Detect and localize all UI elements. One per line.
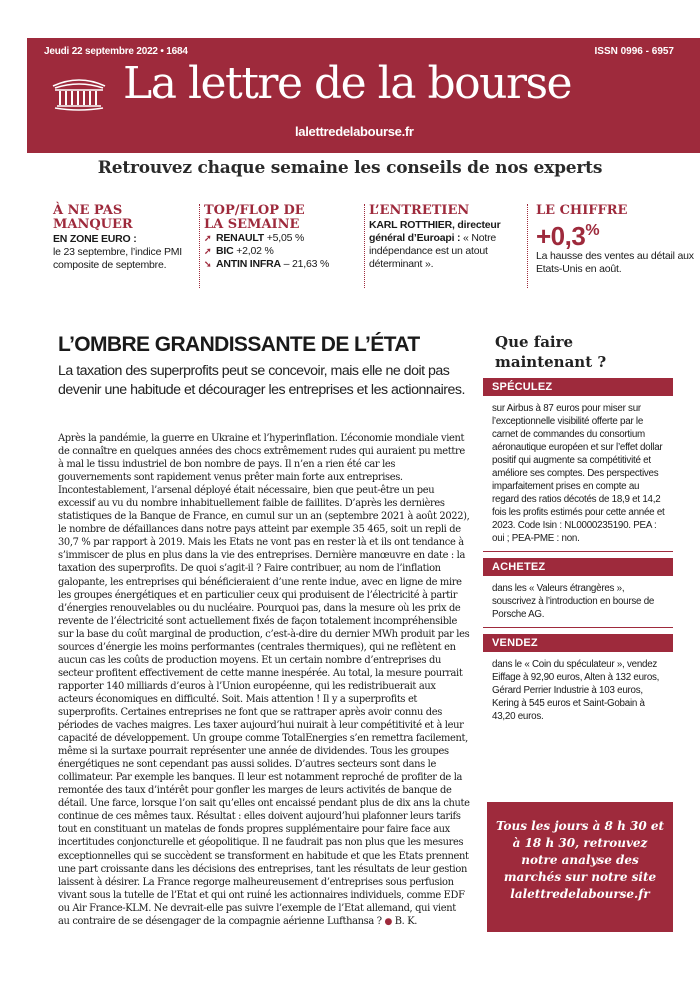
zone-text: le 23 septembre, l’indice PMI composite de septembre. [53, 246, 183, 271]
article-body [58, 432, 470, 929]
article-text: Après la pandémie, la guerre en Ukraine et l’hyperinflation. L’économie mondiale vient de connaître en quelques années des chocs extrêmement rudes qui auraient pu mettre à mal le tissu industriel de bon nombre de pays. Il n’en a rien été car les gouvernements sont rapidement venus prêter main forte aux entreprises. Incontestablement, l’arsenal déployé était nécessaire, bien que peut-être un peu excessif au vu du nombre inhabituellement faible de faillites. D’après les dernières statistiques de la Banque de France, en cumul sur un an (septembre 2021 à août 2022), le nombre de défaillances dans notre pays atteint par exemple 35 465, soit un repli de 30,7 % par rapport à 2019. Mais les Etats ne vont pas en rester là et ils ont tendance à s’immiscer de plus en plus dans la vie des entreprises. Dernière manœuvre en date : la taxation des superprofits. De quoi s’agit-il ? Faire contribuer, au nom de l’inflation galopante, les entreprises qui bénéficieraient d’une rente indue, avec en ligne de mire les groupes énergétiques et en particulier ceux qui produisent de l’électricité à partir d’énergies renouvelables ou du nucléaire. Pourquoi pas, dans la mesure où les prix de revente de l’électricité sont actuellement fixés de façon totalement incompréhensible sur la base du coût marginal de production, c’est-à-dire du dernier MWh produit par les sources d’énergie les moins performantes (centrales thermiques), qui ne reflètent en aucun cas les coûts de production moyens. Et un certain nombre d’entreprises du secteur profitent effectivement de cette manne inespérée. Au total, la mesure pourrait rapporter 140 milliards d’euros à l’Union européenne, qui les redistribuerait aux acteurs économiques en difficulté. Soit. Mais attention ! Il y a superprofits et superprofits. Certaines entreprises ne font que se rattraper après avoir connu des périodes de vaches maigres. Les taxer aujourd’hui nuirait à leur compétitivité et à leur capacité de développement. Un groupe comme TotalEnergies s’en remettra facilement, même si la surtaxe pourrait représenter une année de dividendes. Tous les groupes énergétiques ne sont cependant pas aussi solides. D’autres secteurs sont dans le collimateur. Par exemple les banques. Il leur est notamment reproché de profiter de la remontée des taux d’intérêt pour gonfler les marges de leurs activités de banque de détail. Une farce, lorsque l’on sait qu’elles ont encaissé pendant plus de dix ans la chute continue de ces mêmes taux. Résultat : elles doivent aujourd’hui plafonner leurs tarifs tout en constituant un matelas de fonds propres supplémentaire pour faire face aux incertitudes conjoncturelle et géopolitique. Il ne faudrait pas non plus que les mesures exceptionnelles qui se succèdent se transforment en habitude et que les Etats prennent une part croissante dans les décisions des entreprises, tant les résultats de leur gestion laissent à désirer. La France regorge malheureusement d’entreprises sous perfusion vivant sous la tutelle de l’Etat et qui ont ruiné les actionnaires individuels, comme EDF ou Air France-KLM. Ne devrait-elle pas suivre l’exemple de l’Etat allemand, qui vient au contraire de se désengager de la compagnie aérienne Lufthansa ? [58, 433, 470, 927]
le-chiffre-text: La hausse des ventes au détail aux Etats-Unis en août. [536, 250, 694, 275]
tagline: Retrouvez chaque semaine les conseils de nos experts [97, 158, 603, 178]
vendez-label: VENDEZ [483, 634, 673, 652]
entretien-heading: L’ENTRETIEN [369, 203, 470, 218]
speculez-label: SPÉCULEZ [483, 378, 673, 396]
top-flop-item: ➚ RENAULT +5,05 % [204, 232, 305, 244]
highlights-bar [27, 204, 700, 288]
le-chiffre [527, 204, 700, 288]
entretien [364, 204, 524, 288]
speculez-text: sur Airbus à 87 euros pour miser sur l’exceptionnelle visibilité offerte par le carnet de commandes du consortium aéronautique européen et sur l’effet dollar positif qui augmente sa compétitivité et améliore ses comptes. Des perspectives imparfaitement prises en compte au regard des ratios décotés de 18,9 et 14,2 fois les profits estimés pour cette année et 2023. Code Isin : NL0000235190. PEA : oui ; PEA-PME : non. [492, 403, 665, 544]
le-chiffre-value: +0,3% [536, 221, 600, 251]
top-flop-heading: TOP/FLOP DE LA SEMAINE [204, 203, 305, 232]
article-title: L’OMBRE GRANDISSANTE DE L’ÉTAT [58, 333, 420, 356]
top-flop [199, 204, 359, 288]
article-lead: La taxation des superprofits peut se concevoir, mais elle ne doit pas devenir une habitude et décourager les entreprises et les actionnaires. [58, 363, 465, 398]
newspaper-title: La lettre de la bourse [123, 58, 572, 109]
masthead [27, 38, 700, 153]
divider [483, 551, 673, 552]
website-link[interactable]: lalettredelabourse.fr [295, 124, 414, 139]
achetez-text: dans les « Valeurs étrangères », souscrivez à l’introduction en bourse de Porsche AG. [492, 583, 655, 620]
divider [483, 627, 673, 628]
a-ne-pas-manquer-heading: À NE PAS MANQUER [53, 203, 133, 232]
website-promo-box[interactable]: Tous les jours à 8 h 30 et à 18 h 30, retrouvez notre analyse des marchés sur notre site lalettredelabourse.fr [487, 802, 673, 932]
top-flop-item: ➚ BIC +2,02 % [204, 245, 274, 257]
article-signature: B. K. [394, 915, 418, 927]
issn: ISSN 0996 - 6957 [594, 46, 674, 57]
sidebar-recommendations [483, 332, 673, 729]
le-chiffre-heading: LE CHIFFRE [536, 203, 628, 218]
achetez-label: ACHETEZ [483, 558, 673, 576]
entretien-text: KARL ROTTHIER, directeur général d’Euroapi : « Notre indépendance est un atout déterminant ». [369, 219, 501, 270]
a-ne-pas-manquer [49, 204, 193, 288]
a-ne-pas-manquer-text [53, 233, 193, 272]
bourse-building-logo-icon [49, 72, 109, 114]
vendez-text: dans le « Coin du spéculateur », vendez Eiffage à 92,90 euros, Alten à 132 euros, Gérard Perrier Industrie à 103 euros, Kering à 545 euros et Saint-Gobain à 43,20 euros. [492, 659, 660, 722]
arrow-down-right-icon: ➘ [204, 259, 212, 269]
arrow-up-right-icon: ➚ [204, 246, 212, 256]
zone-label: EN ZONE EURO : [53, 233, 137, 245]
top-flop-item: ➘ ANTIN INFRA – 21,63 % [204, 258, 330, 270]
issue-date: Jeudi 22 septembre 2022 • 1684 [44, 46, 188, 57]
arrow-up-right-icon: ➚ [204, 233, 212, 243]
end-mark-icon: ● [384, 916, 392, 927]
sidebar-title: Que faire maintenant ? [495, 333, 607, 371]
